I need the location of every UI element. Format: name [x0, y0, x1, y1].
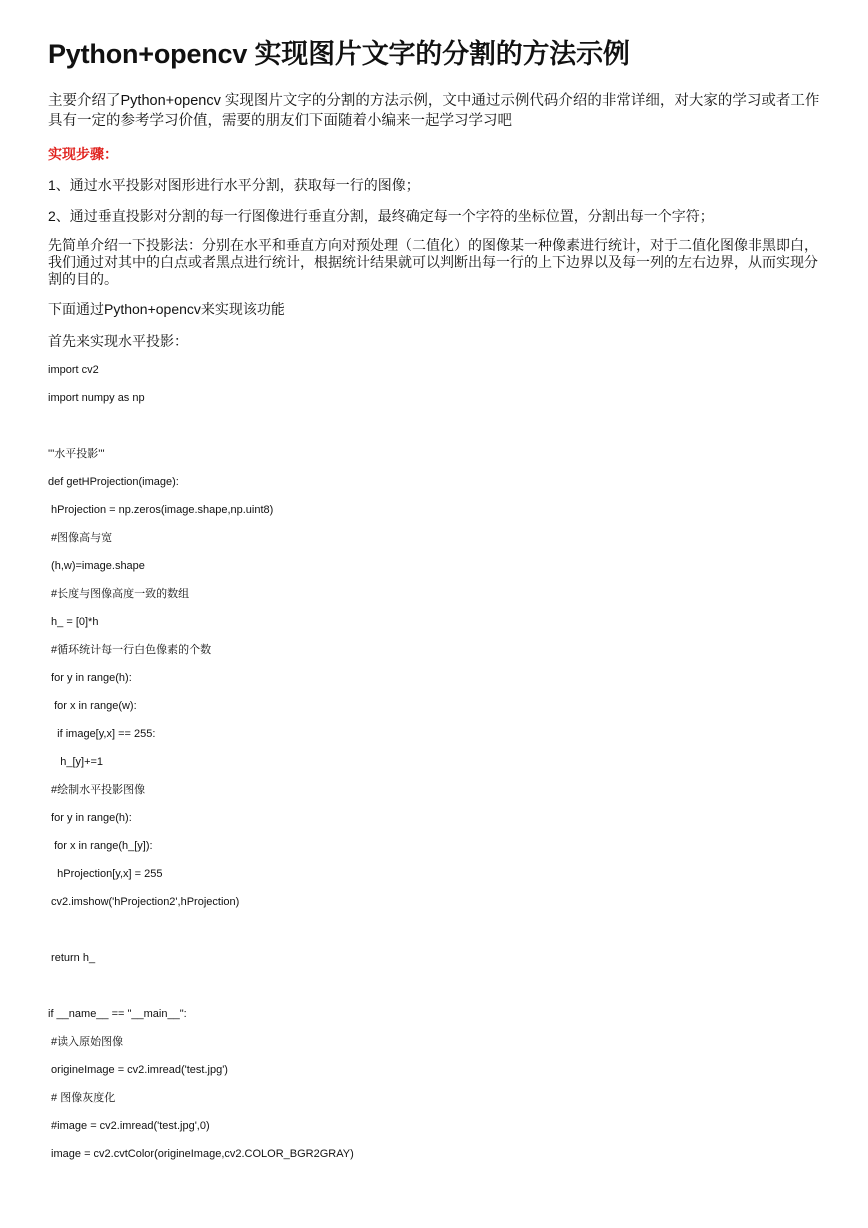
projection-intro-text: 先简单介绍一下投影法：分别在水平和垂直方向对预处理（二值化）的图像某一种像素进行统计，对于二值化图像非黑即白，我们通过对其中的白点或者黑点进行统计，根据统计结果就可以判断出每一行的上下边界以及每一列的左右边界，从而实现分割的目的。 [48, 237, 818, 287]
step-2-text: 2、通过垂直投影对分割的每一行图像进行垂直分割，最终确定每一个字符的坐标位置，分割出每一个字符； [48, 208, 714, 224]
code-line: h_ = [0]*h [48, 616, 99, 628]
code-line: import numpy as np [48, 392, 145, 404]
article-lead: 主要介绍了Python+opencv 实现图片文字的分割的方法示例，文中通过示例代码介绍的非常详细，对大家的学习或者工作具有一定的参考学习价值，需要的朋友们下面随着小编来一起学习学习吧 [48, 93, 820, 129]
code-line: image = cv2.cvtColor(origineImage,cv2.COLOR_BGR2GRAY) [48, 1148, 354, 1160]
code-line: #image = cv2.imread('test.jpg',0) [48, 1120, 210, 1132]
code-line: for x in range(h_[y]): [48, 840, 153, 852]
code-line: for x in range(w): [48, 700, 137, 712]
code-line: origineImage = cv2.imread('test.jpg') [48, 1064, 228, 1076]
code-line: import cv2 [48, 364, 99, 376]
code-line: '''水平投影''' [48, 448, 105, 460]
horizontal-projection-heading: 首先来实现水平投影： [48, 333, 188, 349]
step-1-text: 1、通过水平投影对图形进行水平分割，获取每一行的图像； [48, 177, 420, 193]
code-line: def getHProjection(image): [48, 476, 179, 488]
code-line: #长度与图像高度一致的数组 [48, 588, 190, 600]
code-line: (h,w)=image.shape [48, 560, 145, 572]
code-line: if image[y,x] == 255: [48, 728, 156, 740]
implement-text: 下面通过Python+opencv来实现该功能 [48, 301, 285, 317]
code-line: #图像高与宽 [48, 532, 113, 544]
code-line: for y in range(h): [48, 672, 132, 684]
code-line: h_[y]+=1 [48, 756, 104, 768]
code-line: #读入原始图像 [48, 1036, 124, 1048]
code-line: #绘制水平投影图像 [48, 784, 146, 796]
code-line: # 图像灰度化 [48, 1092, 116, 1104]
code-line: hProjection = np.zeros(image.shape,np.uint8) [48, 504, 274, 516]
page-title: Python+opencv 实现图片文字的分割的方法示例 [48, 39, 630, 69]
steps-heading: 实现步骤： [48, 146, 118, 162]
code-line: if __name__ == "__main__": [48, 1008, 187, 1020]
code-line: for y in range(h): [48, 812, 132, 824]
code-line: hProjection[y,x] = 255 [48, 868, 163, 880]
code-line: cv2.imshow('hProjection2',hProjection) [48, 896, 240, 908]
code-line: return h_ [48, 952, 96, 964]
code-line: #循环统计每一行白色像素的个数 [48, 644, 212, 656]
